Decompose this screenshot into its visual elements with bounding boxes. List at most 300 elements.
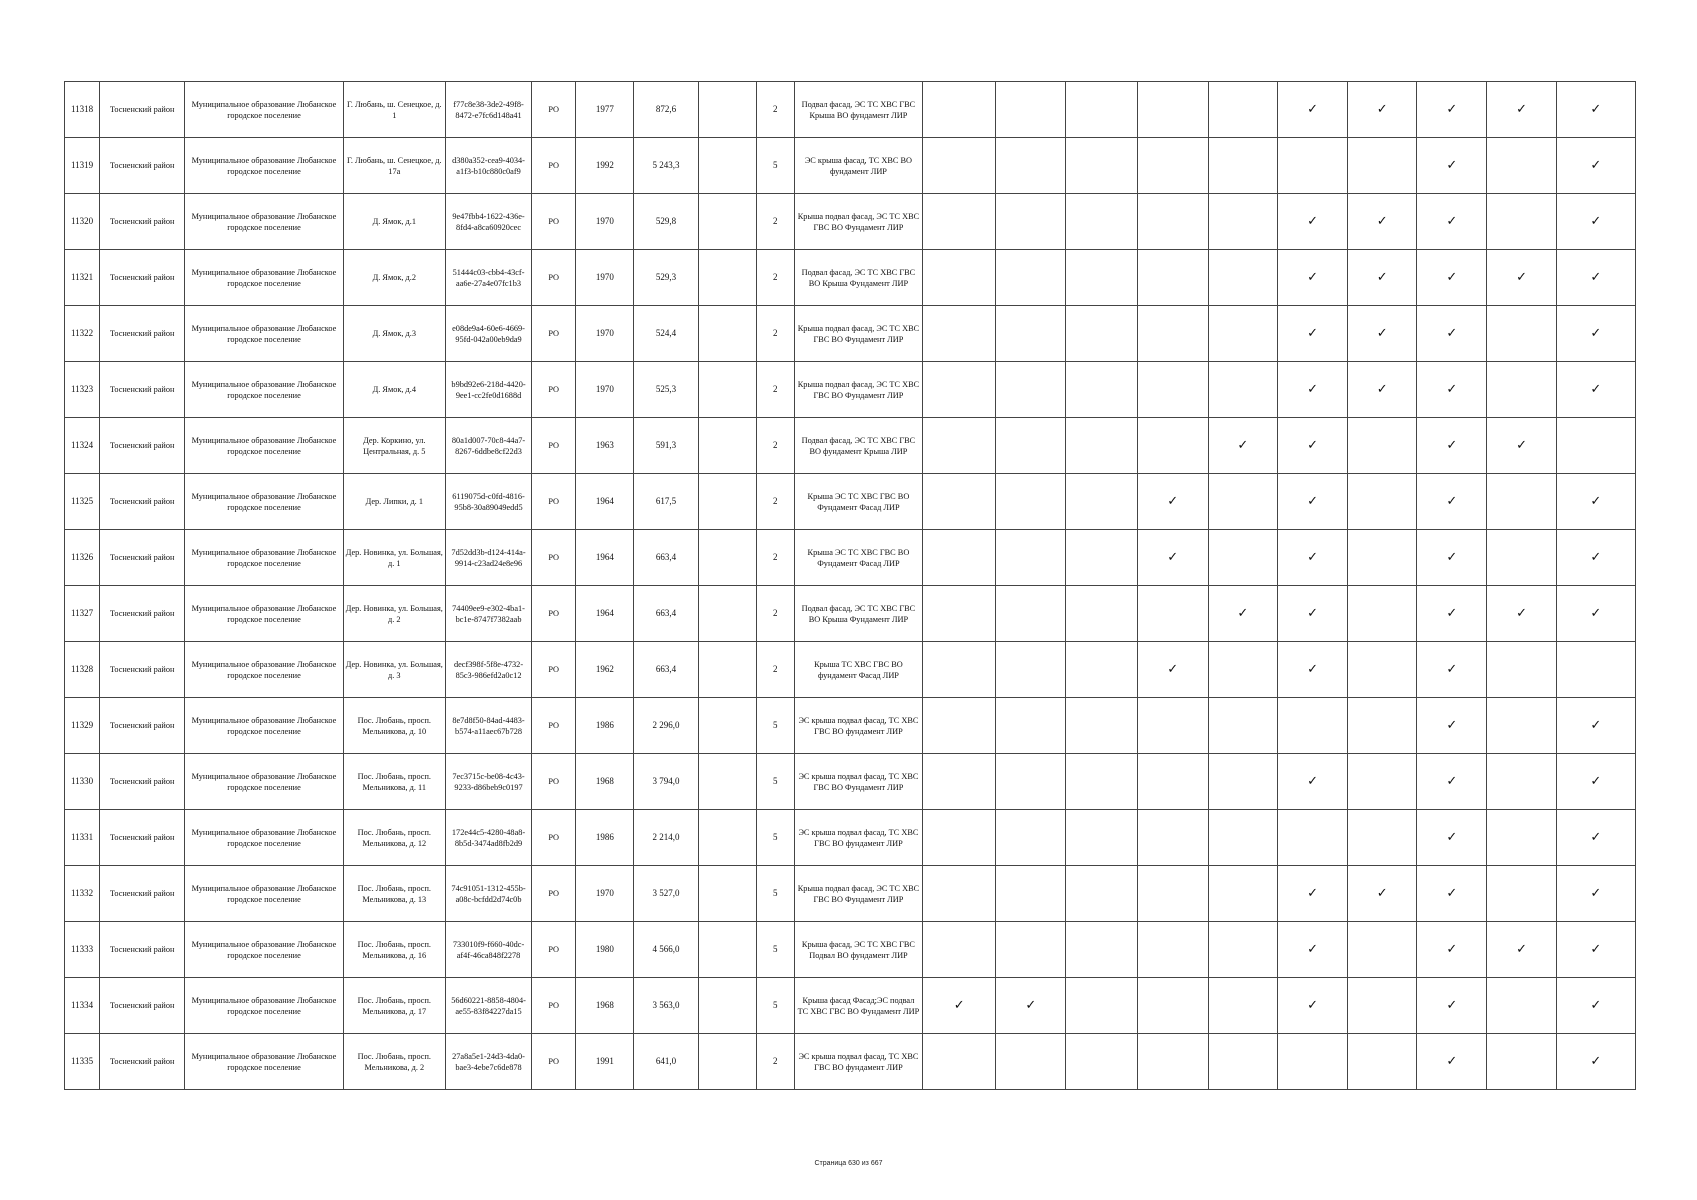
municipality-cell: Муниципальное образование Любанское городское поселение [185, 1034, 343, 1090]
check-mark-icon: ✓ [1277, 474, 1347, 530]
year-cell: 1970 [576, 306, 634, 362]
empty-check-cell [1208, 362, 1277, 418]
area-cell: 663,4 [634, 586, 698, 642]
area-cell: 524,4 [634, 306, 698, 362]
housing-register-table [64, 81, 1636, 1090]
empty-check-cell [1348, 754, 1417, 810]
district-cell: Тосненский район [100, 866, 185, 922]
municipality-cell: Муниципальное образование Любанское городское поселение [185, 530, 343, 586]
check-mark-icon: ✓ [1417, 642, 1487, 698]
empty-check-cell [923, 194, 996, 250]
check-mark-icon: ✓ [1348, 306, 1417, 362]
year-cell: 1977 [576, 82, 634, 138]
municipality-cell: Муниципальное образование Любанское городское поселение [185, 418, 343, 474]
check-mark-icon: ✓ [1417, 194, 1487, 250]
area-cell: 525,3 [634, 362, 698, 418]
empty-check-cell [1137, 922, 1208, 978]
empty-cell [698, 82, 756, 138]
works-cell: Крыша фасад, ЭС ТС ХВС ГВС Подвал ВО фундамент ЛИР [794, 922, 922, 978]
empty-check-cell [1487, 474, 1556, 530]
form-cell: РО [532, 138, 576, 194]
municipality-cell: Муниципальное образование Любанское городское поселение [185, 866, 343, 922]
empty-check-cell [996, 586, 1066, 642]
empty-check-cell [996, 138, 1066, 194]
row-id-cell: 11320 [65, 194, 100, 250]
table-row [65, 978, 1636, 1034]
municipality-cell: Муниципальное образование Любанское городское поселение [185, 810, 343, 866]
row-id-cell: 11329 [65, 698, 100, 754]
page-number: Страница 630 из 667 [814, 1160, 883, 1167]
empty-cell [698, 978, 756, 1034]
municipality-cell: Муниципальное образование Любанское городское поселение [185, 586, 343, 642]
empty-check-cell [1137, 866, 1208, 922]
municipality-cell: Муниципальное образование Любанское городское поселение [185, 754, 343, 810]
district-cell: Тосненский район [100, 810, 185, 866]
area-cell: 663,4 [634, 642, 698, 698]
table-row [65, 642, 1636, 698]
address-cell: Пос. Любань, просп. Мельникова, д. 2 [343, 1034, 445, 1090]
area-cell: 529,3 [634, 250, 698, 306]
empty-check-cell [923, 922, 996, 978]
empty-cell [698, 250, 756, 306]
form-cell: РО [532, 82, 576, 138]
empty-check-cell [1208, 1034, 1277, 1090]
check-mark-icon: ✓ [1417, 866, 1487, 922]
year-cell: 1964 [576, 530, 634, 586]
empty-cell [698, 586, 756, 642]
works-cell: Крыша подвал фасад, ЭС ТС ХВС ГВС ВО Фундамент ЛИР [794, 306, 922, 362]
empty-check-cell [1066, 474, 1137, 530]
area-cell: 4 566,0 [634, 922, 698, 978]
empty-check-cell [923, 810, 996, 866]
floors-cell: 2 [756, 642, 794, 698]
year-cell: 1968 [576, 978, 634, 1034]
guid-cell: 51444c03-cbb4-43cf-aa6e-27a4e07fc1b3 [445, 250, 531, 306]
empty-check-cell [996, 698, 1066, 754]
check-mark-icon: ✓ [1277, 194, 1347, 250]
row-id-cell: 11335 [65, 1034, 100, 1090]
check-mark-icon: ✓ [1556, 82, 1635, 138]
guid-cell: 6119075d-c0fd-4816-95b8-30a89049edd5 [445, 474, 531, 530]
check-mark-icon: ✓ [1277, 306, 1347, 362]
empty-check-cell [1348, 698, 1417, 754]
address-cell: Пос. Любань, просп. Мельникова, д. 13 [343, 866, 445, 922]
row-id-cell: 11318 [65, 82, 100, 138]
check-mark-icon: ✓ [1487, 82, 1556, 138]
empty-check-cell [923, 586, 996, 642]
empty-check-cell [1066, 586, 1137, 642]
empty-check-cell [923, 250, 996, 306]
empty-check-cell [1208, 810, 1277, 866]
empty-check-cell [1208, 530, 1277, 586]
empty-cell [698, 866, 756, 922]
empty-cell [698, 530, 756, 586]
empty-check-cell [1137, 418, 1208, 474]
guid-cell: 172e44c5-4280-48a8-8b5d-3474ad8fb2d9 [445, 810, 531, 866]
guid-cell: 74409ee9-e302-4ba1-bc1e-8747f7382aab [445, 586, 531, 642]
empty-check-cell [996, 194, 1066, 250]
empty-cell [698, 810, 756, 866]
check-mark-icon: ✓ [1137, 530, 1208, 586]
municipality-cell: Муниципальное образование Любанское городское поселение [185, 642, 343, 698]
municipality-cell: Муниципальное образование Любанское городское поселение [185, 922, 343, 978]
check-mark-icon: ✓ [1208, 586, 1277, 642]
district-cell: Тосненский район [100, 1034, 185, 1090]
floors-cell: 2 [756, 306, 794, 362]
works-cell: ЭС крыша подвал фасад, ТС ХВС ГВС ВО фундамент ЛИР [794, 1034, 922, 1090]
district-cell: Тосненский район [100, 642, 185, 698]
empty-check-cell [923, 138, 996, 194]
form-cell: РО [532, 250, 576, 306]
year-cell: 1968 [576, 754, 634, 810]
empty-check-cell [996, 250, 1066, 306]
empty-check-cell [996, 866, 1066, 922]
row-id-cell: 11332 [65, 866, 100, 922]
empty-check-cell [1487, 306, 1556, 362]
empty-check-cell [1137, 250, 1208, 306]
guid-cell: 7ec3715c-be08-4c43-9233-d86beb9c0197 [445, 754, 531, 810]
empty-check-cell [1348, 138, 1417, 194]
empty-cell [698, 698, 756, 754]
floors-cell: 2 [756, 586, 794, 642]
guid-cell: 7d52dd3b-d124-414a-9914-c23ad24e8e96 [445, 530, 531, 586]
address-cell: Дер. Коркино, ул. Центральная, д. 5 [343, 418, 445, 474]
check-mark-icon: ✓ [1417, 698, 1487, 754]
year-cell: 1970 [576, 362, 634, 418]
district-cell: Тосненский район [100, 978, 185, 1034]
check-mark-icon: ✓ [1208, 418, 1277, 474]
empty-check-cell [1348, 586, 1417, 642]
empty-check-cell [923, 1034, 996, 1090]
check-mark-icon: ✓ [1556, 698, 1635, 754]
row-id-cell: 11326 [65, 530, 100, 586]
area-cell: 3 527,0 [634, 866, 698, 922]
area-cell: 5 243,3 [634, 138, 698, 194]
form-cell: РО [532, 194, 576, 250]
table-row [65, 418, 1636, 474]
check-mark-icon: ✓ [1277, 250, 1347, 306]
empty-check-cell [1066, 754, 1137, 810]
address-cell: Пос. Любань, просп. Мельникова, д. 10 [343, 698, 445, 754]
row-id-cell: 11321 [65, 250, 100, 306]
table-row [65, 1034, 1636, 1090]
floors-cell: 2 [756, 530, 794, 586]
empty-check-cell [923, 642, 996, 698]
table-row [65, 306, 1636, 362]
empty-check-cell [1066, 1034, 1137, 1090]
table-row [65, 810, 1636, 866]
empty-check-cell [996, 362, 1066, 418]
check-mark-icon: ✓ [1556, 362, 1635, 418]
empty-cell [698, 138, 756, 194]
form-cell: РО [532, 754, 576, 810]
district-cell: Тосненский район [100, 418, 185, 474]
empty-check-cell [1066, 194, 1137, 250]
empty-check-cell [1348, 810, 1417, 866]
empty-check-cell [1066, 362, 1137, 418]
check-mark-icon: ✓ [1556, 194, 1635, 250]
empty-check-cell [1487, 1034, 1556, 1090]
form-cell: РО [532, 922, 576, 978]
table-row [65, 474, 1636, 530]
floors-cell: 5 [756, 978, 794, 1034]
empty-cell [698, 194, 756, 250]
empty-check-cell [1277, 810, 1347, 866]
empty-check-cell [1137, 586, 1208, 642]
check-mark-icon: ✓ [1417, 306, 1487, 362]
floors-cell: 2 [756, 250, 794, 306]
empty-check-cell [923, 530, 996, 586]
table-row [65, 698, 1636, 754]
district-cell: Тосненский район [100, 82, 185, 138]
empty-check-cell [923, 754, 996, 810]
table-row [65, 362, 1636, 418]
empty-check-cell [1556, 642, 1635, 698]
check-mark-icon: ✓ [1556, 978, 1635, 1034]
address-cell: Г. Любань, ш. Сенецкое, д. 17а [343, 138, 445, 194]
check-mark-icon: ✓ [1487, 418, 1556, 474]
district-cell: Тосненский район [100, 138, 185, 194]
check-mark-icon: ✓ [1348, 194, 1417, 250]
municipality-cell: Муниципальное образование Любанское городское поселение [185, 250, 343, 306]
form-cell: РО [532, 362, 576, 418]
check-mark-icon: ✓ [1417, 978, 1487, 1034]
empty-check-cell [1208, 642, 1277, 698]
works-cell: Крыша ЭС ТС ХВС ГВС ВО Фундамент Фасад ЛИР [794, 474, 922, 530]
floors-cell: 2 [756, 362, 794, 418]
table-row [65, 250, 1636, 306]
empty-check-cell [1137, 82, 1208, 138]
guid-cell: 8e7d8f50-84ad-4483-b574-a11aec67b728 [445, 698, 531, 754]
check-mark-icon: ✓ [1417, 1034, 1487, 1090]
check-mark-icon: ✓ [1417, 754, 1487, 810]
year-cell: 1964 [576, 474, 634, 530]
check-mark-icon: ✓ [1556, 530, 1635, 586]
area-cell: 2 214,0 [634, 810, 698, 866]
district-cell: Тосненский район [100, 698, 185, 754]
check-mark-icon: ✓ [923, 978, 996, 1034]
empty-check-cell [1137, 306, 1208, 362]
empty-check-cell [1066, 978, 1137, 1034]
year-cell: 1986 [576, 810, 634, 866]
empty-check-cell [1066, 866, 1137, 922]
works-cell: ЭС крыша подвал фасад, ТС ХВС ГВС ВО фундамент ЛИР [794, 698, 922, 754]
empty-check-cell [1348, 922, 1417, 978]
year-cell: 1970 [576, 194, 634, 250]
address-cell: Д. Ямок, д.2 [343, 250, 445, 306]
district-cell: Тосненский район [100, 194, 185, 250]
works-cell: Подвал фасад, ЭС ТС ХВС ГВС Крыша ВО фундамент ЛИР [794, 82, 922, 138]
empty-check-cell [1208, 978, 1277, 1034]
works-cell: Крыша ТС ХВС ГВС ВО фундамент Фасад ЛИР [794, 642, 922, 698]
row-id-cell: 11324 [65, 418, 100, 474]
municipality-cell: Муниципальное образование Любанское городское поселение [185, 82, 343, 138]
district-cell: Тосненский район [100, 922, 185, 978]
district-cell: Тосненский район [100, 474, 185, 530]
empty-check-cell [1348, 530, 1417, 586]
works-cell: Крыша фасад Фасад;ЭС подвал ТС ХВС ГВС ВО Фундамент ЛИР [794, 978, 922, 1034]
empty-check-cell [996, 306, 1066, 362]
check-mark-icon: ✓ [1556, 1034, 1635, 1090]
guid-cell: b9bd92e6-218d-4420-9ee1-cc2fe0d1688d [445, 362, 531, 418]
check-mark-icon: ✓ [1556, 922, 1635, 978]
floors-cell: 2 [756, 82, 794, 138]
empty-check-cell [1348, 978, 1417, 1034]
table-row [65, 866, 1636, 922]
empty-check-cell [996, 530, 1066, 586]
form-cell: РО [532, 530, 576, 586]
check-mark-icon: ✓ [1556, 586, 1635, 642]
empty-check-cell [1487, 362, 1556, 418]
guid-cell: 56d60221-8858-4804-ae55-83f84227da15 [445, 978, 531, 1034]
works-cell: Крыша подвал фасад, ЭС ТС ХВС ГВС ВО Фундамент ЛИР [794, 194, 922, 250]
district-cell: Тосненский район [100, 530, 185, 586]
check-mark-icon: ✓ [1487, 250, 1556, 306]
check-mark-icon: ✓ [1417, 418, 1487, 474]
empty-check-cell [1208, 138, 1277, 194]
area-cell: 3 563,0 [634, 978, 698, 1034]
works-cell: ЭС крыша подвал фасад, ТС ХВС ГВС ВО Фундамент ЛИР [794, 754, 922, 810]
empty-cell [698, 642, 756, 698]
empty-check-cell [1487, 138, 1556, 194]
empty-cell [698, 306, 756, 362]
address-cell: Д. Ямок, д.3 [343, 306, 445, 362]
empty-check-cell [1137, 810, 1208, 866]
year-cell: 1986 [576, 698, 634, 754]
empty-check-cell [1137, 362, 1208, 418]
address-cell: Пос. Любань, просп. Мельникова, д. 17 [343, 978, 445, 1034]
row-id-cell: 11334 [65, 978, 100, 1034]
empty-check-cell [1348, 474, 1417, 530]
form-cell: РО [532, 978, 576, 1034]
empty-check-cell [1348, 418, 1417, 474]
empty-check-cell [1556, 418, 1635, 474]
empty-check-cell [996, 810, 1066, 866]
check-mark-icon: ✓ [1556, 138, 1635, 194]
check-mark-icon: ✓ [1277, 866, 1347, 922]
empty-cell [698, 1034, 756, 1090]
works-cell: ЭС крыша подвал фасад, ТС ХВС ГВС ВО фундамент ЛИР [794, 810, 922, 866]
check-mark-icon: ✓ [1417, 250, 1487, 306]
row-id-cell: 11323 [65, 362, 100, 418]
table-row [65, 194, 1636, 250]
empty-check-cell [1066, 418, 1137, 474]
empty-check-cell [1208, 194, 1277, 250]
empty-check-cell [923, 418, 996, 474]
floors-cell: 2 [756, 474, 794, 530]
empty-check-cell [923, 82, 996, 138]
empty-check-cell [1487, 530, 1556, 586]
row-id-cell: 11327 [65, 586, 100, 642]
empty-check-cell [1208, 922, 1277, 978]
works-cell: Крыша ЭС ТС ХВС ГВС ВО Фундамент Фасад ЛИР [794, 530, 922, 586]
check-mark-icon: ✓ [1417, 138, 1487, 194]
check-mark-icon: ✓ [1348, 250, 1417, 306]
check-mark-icon: ✓ [1277, 530, 1347, 586]
works-cell: ЭС крыша фасад, ТС ХВС ВО фундамент ЛИР [794, 138, 922, 194]
check-mark-icon: ✓ [1277, 362, 1347, 418]
district-cell: Тосненский район [100, 250, 185, 306]
municipality-cell: Муниципальное образование Любанское городское поселение [185, 698, 343, 754]
year-cell: 1970 [576, 866, 634, 922]
floors-cell: 5 [756, 698, 794, 754]
empty-check-cell [1277, 138, 1347, 194]
guid-cell: d380a352-cea9-4034-a1f3-b10c880c0af9 [445, 138, 531, 194]
row-id-cell: 11330 [65, 754, 100, 810]
area-cell: 529,8 [634, 194, 698, 250]
empty-cell [698, 922, 756, 978]
works-cell: Крыша подвал фасад, ЭС ТС ХВС ГВС ВО Фундамент ЛИР [794, 362, 922, 418]
municipality-cell: Муниципальное образование Любанское городское поселение [185, 474, 343, 530]
check-mark-icon: ✓ [1487, 922, 1556, 978]
floors-cell: 5 [756, 922, 794, 978]
empty-check-cell [1487, 698, 1556, 754]
row-id-cell: 11333 [65, 922, 100, 978]
year-cell: 1962 [576, 642, 634, 698]
year-cell: 1963 [576, 418, 634, 474]
municipality-cell: Муниципальное образование Любанское городское поселение [185, 362, 343, 418]
guid-cell: 80a1d007-70c8-44a7-8267-6ddbe8cf22d3 [445, 418, 531, 474]
empty-check-cell [1066, 250, 1137, 306]
empty-check-cell [996, 474, 1066, 530]
address-cell: Д. Ямок, д.4 [343, 362, 445, 418]
row-id-cell: 11322 [65, 306, 100, 362]
empty-check-cell [923, 698, 996, 754]
empty-check-cell [1137, 698, 1208, 754]
guid-cell: decf398f-5f8e-4732-85c3-986efd2a0c12 [445, 642, 531, 698]
empty-cell [698, 754, 756, 810]
form-cell: РО [532, 474, 576, 530]
check-mark-icon: ✓ [1556, 250, 1635, 306]
table-body [65, 82, 1636, 1090]
guid-cell: 74c91051-1312-455b-a08c-bcfdd2d74c0b [445, 866, 531, 922]
empty-check-cell [1487, 642, 1556, 698]
address-cell: Г. Любань, ш. Сенецкое, д. 1 [343, 82, 445, 138]
address-cell: Дер. Новинка, ул. Большая, д. 1 [343, 530, 445, 586]
floors-cell: 5 [756, 754, 794, 810]
form-cell: РО [532, 1034, 576, 1090]
floors-cell: 2 [756, 194, 794, 250]
form-cell: РО [532, 698, 576, 754]
area-cell: 872,6 [634, 82, 698, 138]
empty-check-cell [1066, 642, 1137, 698]
works-cell: Подвал фасад, ЭС ТС ХВС ГВС ВО Крыша Фундамент ЛИР [794, 250, 922, 306]
year-cell: 1991 [576, 1034, 634, 1090]
row-id-cell: 11325 [65, 474, 100, 530]
area-cell: 591,3 [634, 418, 698, 474]
empty-check-cell [1208, 306, 1277, 362]
district-cell: Тосненский район [100, 586, 185, 642]
empty-check-cell [1487, 810, 1556, 866]
floors-cell: 5 [756, 810, 794, 866]
row-id-cell: 11319 [65, 138, 100, 194]
check-mark-icon: ✓ [1417, 922, 1487, 978]
check-mark-icon: ✓ [1556, 306, 1635, 362]
form-cell: РО [532, 810, 576, 866]
check-mark-icon: ✓ [1417, 586, 1487, 642]
row-id-cell: 11331 [65, 810, 100, 866]
form-cell: РО [532, 586, 576, 642]
guid-cell: 9e47fbb4-1622-436e-8fd4-a8ca60920cec [445, 194, 531, 250]
empty-check-cell [1137, 978, 1208, 1034]
empty-check-cell [1137, 754, 1208, 810]
empty-check-cell [1208, 474, 1277, 530]
check-mark-icon: ✓ [1417, 362, 1487, 418]
area-cell: 2 296,0 [634, 698, 698, 754]
guid-cell: 27a8a5e1-24d3-4da0-bae3-4ebe7c6de878 [445, 1034, 531, 1090]
empty-check-cell [1208, 250, 1277, 306]
empty-check-cell [1066, 138, 1137, 194]
